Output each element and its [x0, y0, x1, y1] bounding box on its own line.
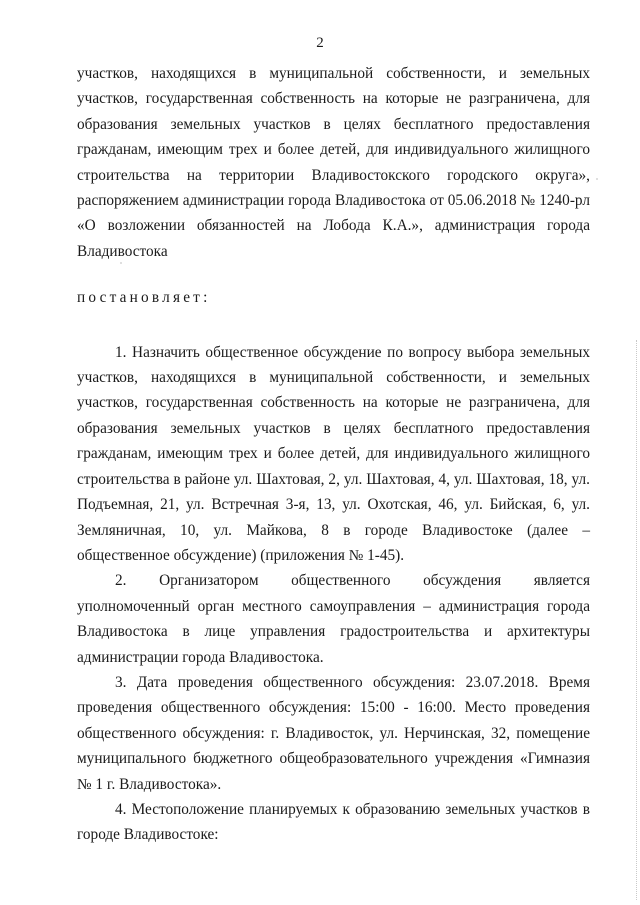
paragraph-item-1: 1. Назначить общественное обсуждение по вопросу выбора земельных участков, находящихся в муниципальной собственности, и земельных участков, государственная собственность на которые не разграничена, для образования земельных участков в целях бесплатного предоставления гражданам, имеющим трех и более детей, для индивидуального жилищного строительства в районе ул. Шахтовая, 2, ул. Шахтовая, 4, ул. Шахтовая, 18, ул. Подъемная, 21, ул. Встречная 3-я, 13, ул. Охотская, 46, ул. Бийская, 6, ул. Земляничная, 10, ул. Майкова, 8 в городе Владивостоке (далее – общественное обсуждение) (приложения № 1-45).	[77, 343, 590, 564]
paragraph-item-4: 4. Местоположение планируемых к образованию земельных участков в городе Владивостоке:	[77, 800, 590, 844]
scan-speck	[596, 178, 598, 180]
page-number: 2	[316, 35, 324, 51]
paragraph-preamble-continuation: участков, находящихся в муниципальной собственности, и земельных участков, государственная собственность на которые не разграничена, для образования земельных участков в целях бесплатного предоставления гражданам, имеющим трех и более детей, для индивидуального жилищного строительства на территории Владивостокского городского округа», распоряжением администрации города Владивостока от 05.06.2018 № 1240-рл «О возложении обязанностей на Лобода К.А.», администрация города Владивостока	[77, 65, 590, 260]
paragraph-item-2: 2. Организатором общественного обсуждения является уполномоченный орган местного самоуправления – администрация города Владивостока в лице управления градостроительства и архитектуры администрации города Владивостока.	[77, 572, 590, 666]
decree-word: постановляет:	[77, 289, 211, 307]
paragraph-item-3: 3. Дата проведения общественного обсуждения: 23.07.2018. Время проведения общественного обсуждения: 15:00 - 16:00. Место проведения общественного обсуждения: г. Владивосток, ул. Нерчинская, 32, помещение муниципального бюджетного общеобразовательного учреждения «Гимназия № 1 г. Владивостока».	[77, 673, 590, 793]
document-body	[77, 61, 590, 848]
scan-speck	[120, 262, 122, 264]
scan-edge-artifact	[635, 340, 637, 900]
